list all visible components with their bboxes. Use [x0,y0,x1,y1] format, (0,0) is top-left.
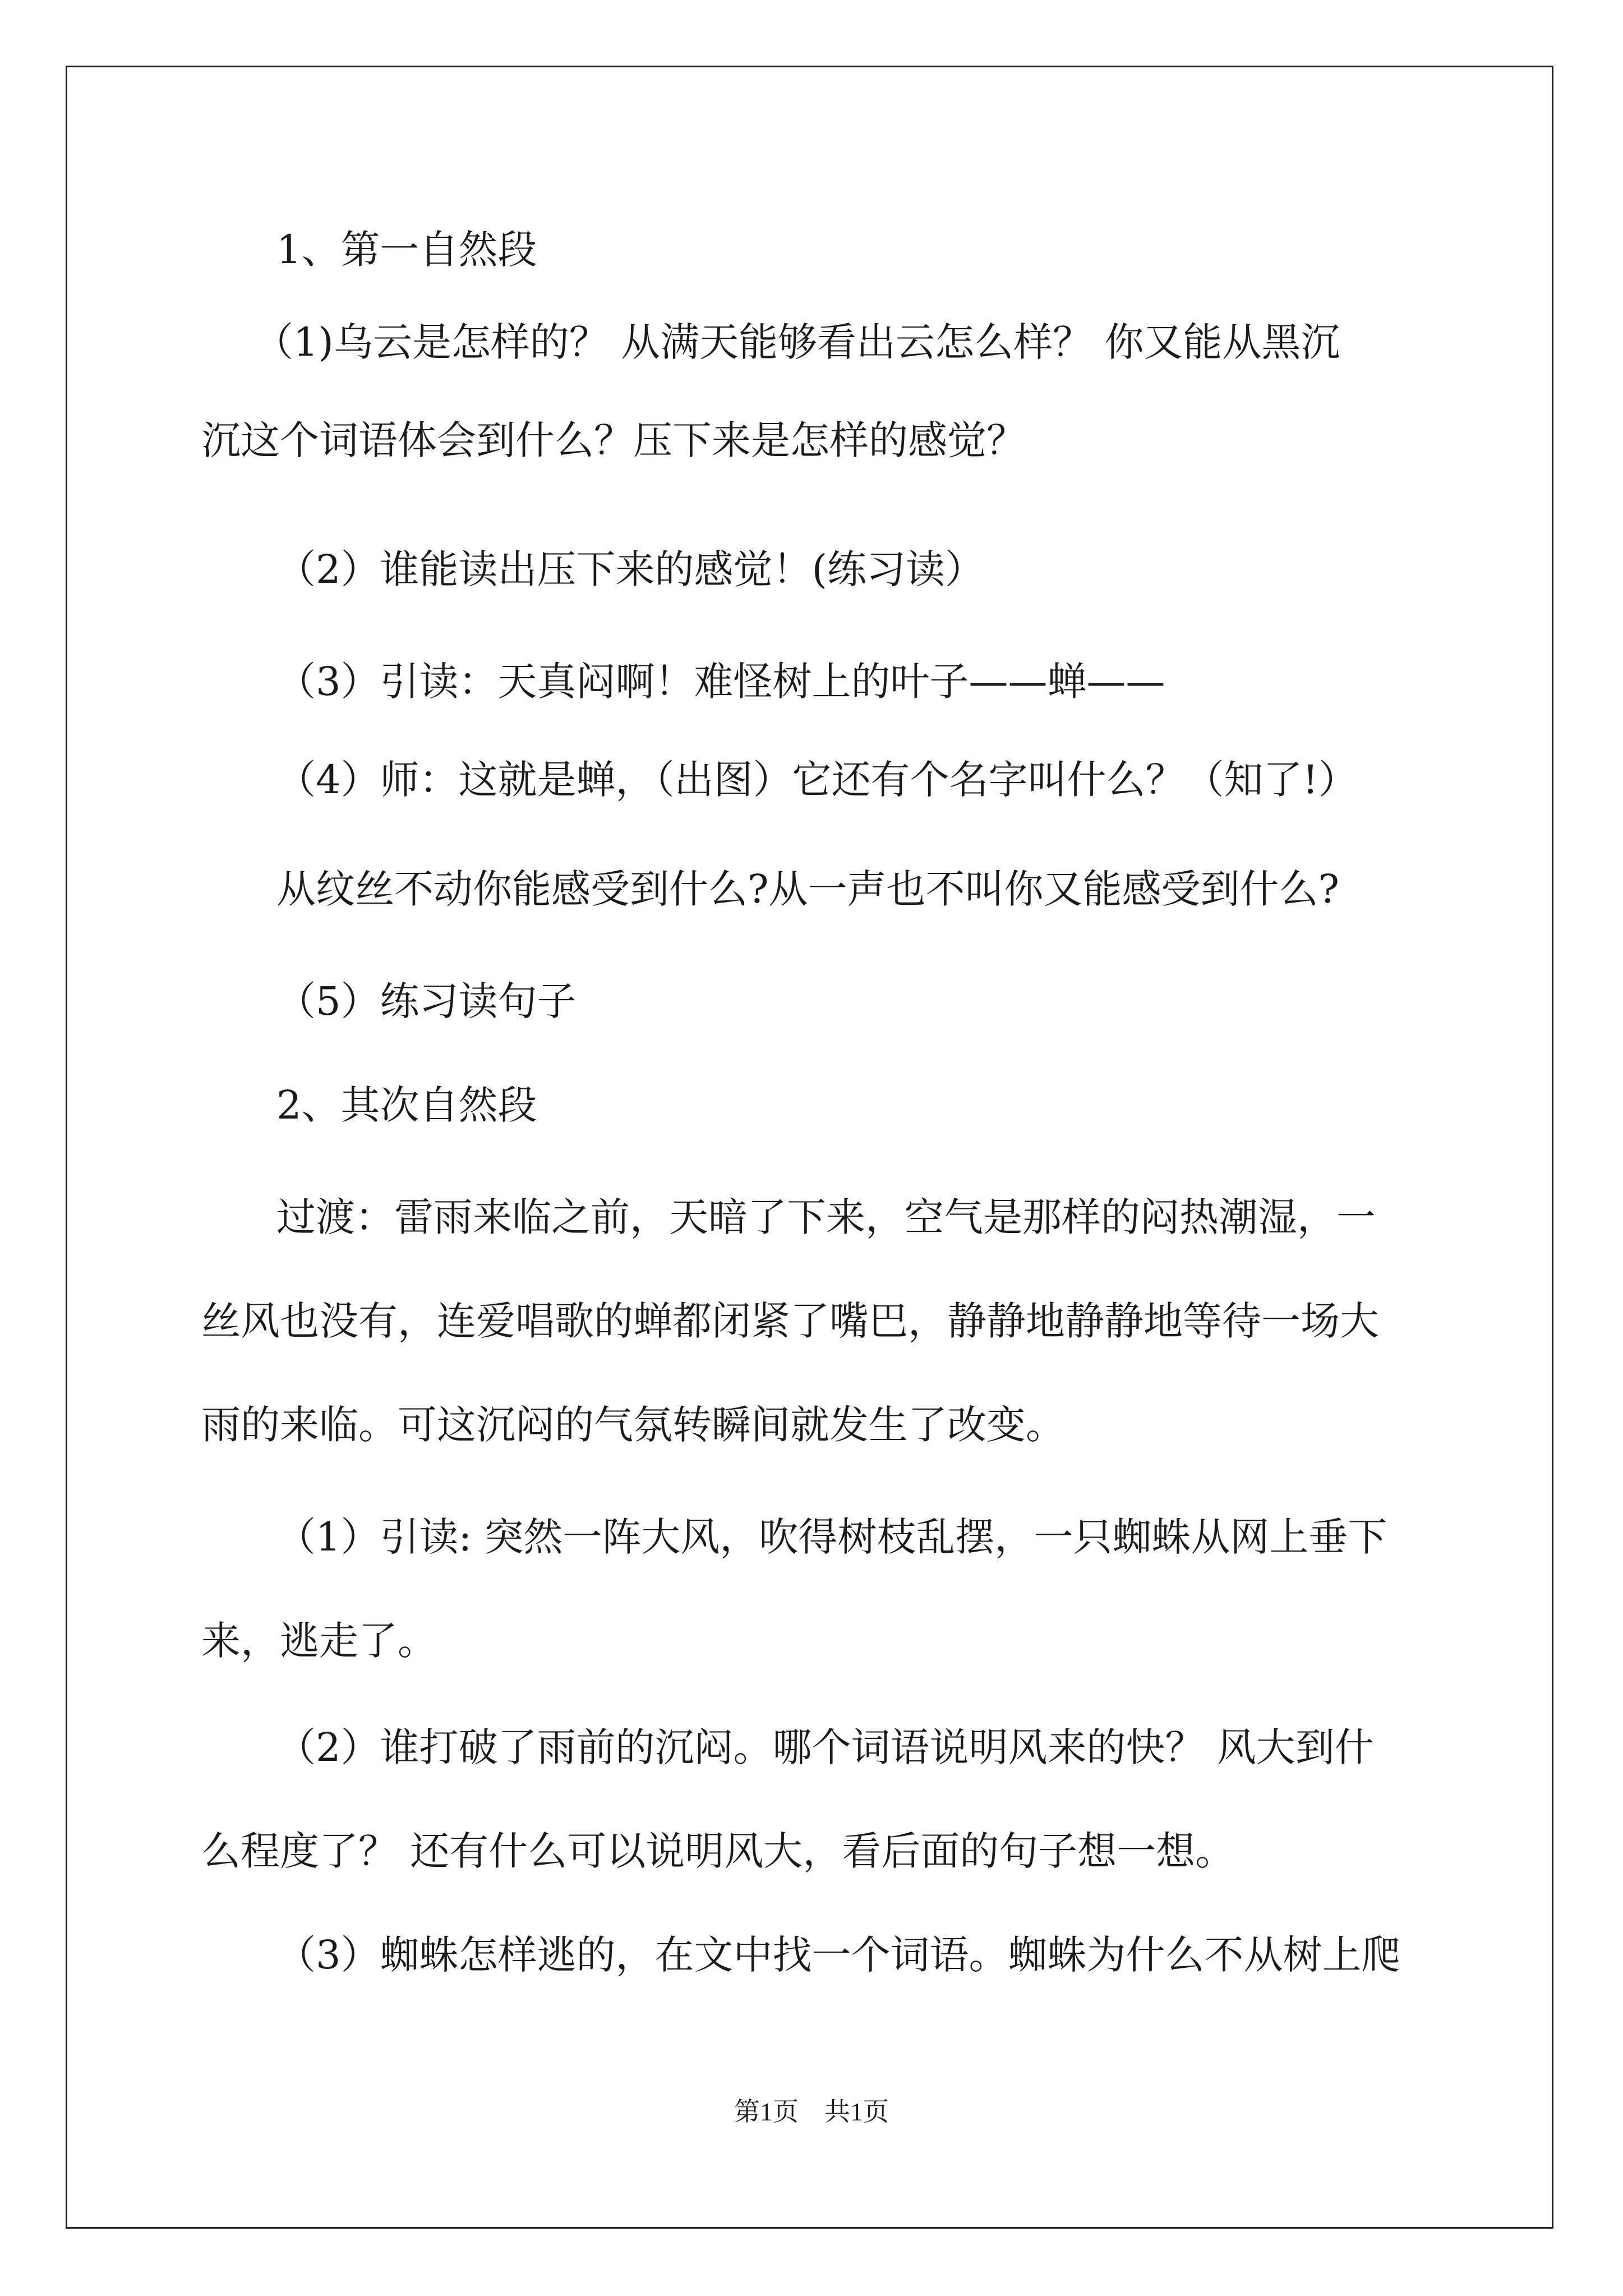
section-heading: 2、其次自然段 [276,1082,537,1128]
paragraph-line: （1)乌云是怎样的？ 从满天能够看出云怎么样？ 你又能从黑沉 [254,319,1340,365]
paragraph-line: （2）谁能读出压下来的感觉！(练习读） [276,546,984,592]
paragraph-line: （2）谁打破了雨前的沉闷。哪个词语说明风来的快？ 风大到什 [276,1724,1374,1770]
page-footer: 第1页 共1页 [734,2097,889,2126]
paragraph-line: （1）引读: 突然一阵大风，吹得树枝乱摆，一只蜘蛛从网上垂下 [276,1514,1387,1560]
paragraph-line: （5）练习读句子 [276,978,577,1024]
paragraph-line: 来，逃走了。 [201,1618,437,1664]
paragraph-line: （3）引读：天真闷啊！难怪树上的叶子——蝉—— [276,659,1165,705]
paragraph-line: 雨的来临。可这沉闷的气氛转瞬间就发生了改变。 [201,1402,1065,1448]
paragraph-line: （3）蜘蛛怎样逃的，在文中找一个词语。蜘蛛为什么不从树上爬 [276,1932,1401,1978]
paragraph-line: 从纹丝不动你能感受到什么?从一声也不叫你又能感受到什么? [276,866,1340,912]
section-heading: 1、第一自然段 [276,227,537,273]
paragraph-line: 过渡：雷雨来临之前，天暗了下来，空气是那样的闷热潮湿，一 [276,1194,1376,1240]
paragraph-line: 沉这个词语体会到什么？压下来是怎样的感觉？ [201,417,1026,463]
paragraph-line: 么程度了？ 还有什么可以说明风大，看后面的句子想一想。 [201,1828,1235,1874]
page-border [66,66,1553,2229]
paragraph-line: （4）师：这就是蝉，（出图）它还有个名字叫什么？（知了!） [276,757,1358,803]
paragraph-line: 丝风也没有，连爱唱歌的蝉都闭紧了嘴巴，静静地静静地等待一场大 [201,1298,1379,1344]
